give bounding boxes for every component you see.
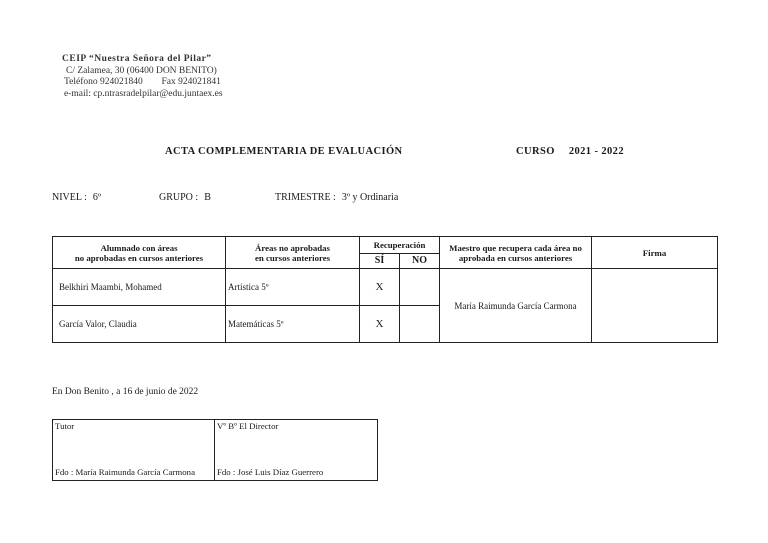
- signature-cell: [592, 269, 718, 343]
- director-signature-box: [215, 420, 378, 481]
- grupo-label: GRUPO :: [159, 192, 199, 203]
- nivel-field: [52, 192, 101, 203]
- trimestre-value: 3º y Ordinaria: [341, 192, 399, 203]
- header-teacher: [440, 237, 592, 269]
- trimestre-label: TRIMESTRE :: [275, 192, 336, 203]
- tutor-name: Fdo : María Raimunda García Carmona: [55, 467, 195, 477]
- curso-value: 2021 - 2022: [568, 146, 624, 157]
- school-phone-fax: [62, 77, 223, 89]
- header-areas: [226, 237, 360, 269]
- table-row: [53, 269, 718, 306]
- school-fax: Fax 924021841: [161, 77, 221, 87]
- grupo-value: B: [204, 192, 211, 203]
- header-students: [53, 237, 226, 269]
- director-label: Vº Bº El Director: [217, 421, 279, 431]
- header-areas-line2: en cursos anteriores: [254, 252, 331, 263]
- header-students-line1: Alumnado con áreas: [100, 242, 178, 253]
- school-email: e-mail: cp.ntrasradelpilar@edu.juntaex.es: [64, 88, 223, 99]
- header-signature: Firma: [592, 237, 718, 269]
- tutor-signature-box: [53, 420, 215, 481]
- signature-table: [52, 419, 378, 481]
- student-name: Belkhiri Maambi, Mohamed: [53, 269, 226, 306]
- director-name: Fdo : José Luis Díaz Guerrero: [217, 467, 324, 477]
- failed-area: Matemáticas 5º: [226, 306, 360, 343]
- document-title: ACTA COMPLEMENTARIA DE EVALUACIÓN: [165, 146, 403, 157]
- header-teacher-line1: Maestro que recupera cada área no: [449, 242, 582, 253]
- recovery-yes-mark: X: [360, 306, 400, 343]
- school-address: C/ Zalamea, 30 (06400 DON BENITO): [66, 65, 217, 76]
- trimestre-field: [275, 192, 398, 203]
- nivel-label: NIVEL :: [52, 192, 87, 203]
- school-name: CEIP “Nuestra Señora del Pilar”: [62, 54, 212, 64]
- failed-area: Artística 5º: [226, 269, 360, 306]
- header-students-line2: no aprobadas en cursos anteriores: [74, 252, 204, 263]
- header-no: NO: [400, 254, 440, 269]
- header-recovery: Recuperación: [360, 237, 440, 254]
- recovery-yes-mark: X: [360, 269, 400, 306]
- recovery-no-mark: [400, 269, 440, 306]
- recovering-teacher: María Raimunda García Carmona: [440, 269, 592, 343]
- grupo-field: [159, 192, 211, 203]
- header-yes: SÍ: [360, 254, 400, 269]
- tutor-label: Tutor: [55, 421, 75, 431]
- school-phone: Teléfono 924021840: [64, 77, 143, 87]
- place-date: En Don Benito , a 16 de junio de 2022: [52, 387, 199, 397]
- evaluation-table: [52, 236, 718, 343]
- curso-label: CURSO: [516, 146, 555, 157]
- header-areas-line1: Áreas no aprobadas: [255, 242, 330, 253]
- nivel-value: 6º: [92, 192, 102, 203]
- school-year: [516, 146, 624, 157]
- student-name: García Valor, Claudia: [53, 306, 226, 343]
- header-teacher-line2: aprobada en cursos anteriores: [458, 252, 573, 263]
- school-header: [62, 54, 223, 100]
- recovery-no-mark: [400, 306, 440, 343]
